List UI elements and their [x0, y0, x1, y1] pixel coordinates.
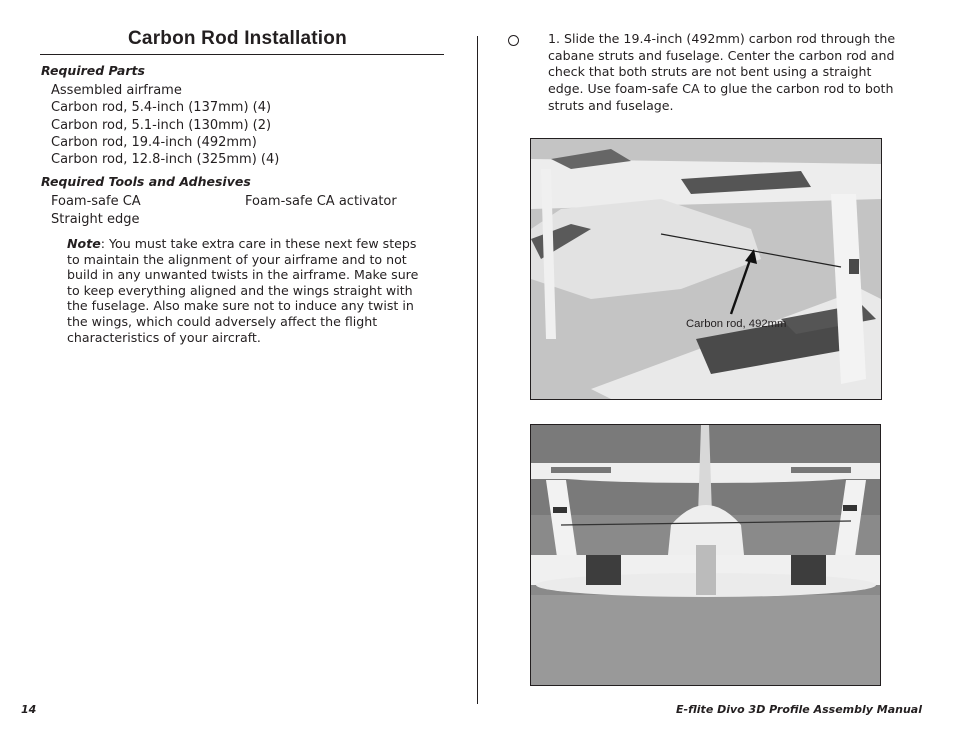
- list-item: Carbon rod, 5.4-inch (137mm) (4): [51, 100, 272, 116]
- tool-item: Straight edge: [51, 212, 140, 227]
- step-1-text: 1. Slide the 19.4-inch (492mm) carbon rod through the cabane struts and fuselage. Center the carbon rod and check that both struts are not bent using a straight edge. Use foam-safe CA to glue the carbon rod to both struts and fuselage.: [548, 31, 896, 113]
- list-item: Carbon rod, 19.4-inch (492mm): [51, 134, 257, 150]
- checkbox-circle-icon: [508, 35, 519, 46]
- required-tools-heading: Required Tools and Adhesives: [41, 174, 251, 189]
- column-divider: [477, 36, 478, 704]
- carbon-rod-callout: Carbon rod, 492mm: [686, 318, 787, 330]
- note-text: : You must take extra care in these next few steps to maintain the alignment of your airframe and to not build in any unwanted twists in the airframe. Make sure to keep everything aligned and the wings straight with the fuselage. Also make sure not to induce any twist in the wings, which could adversely affect the flight characteristics of your aircraft.: [67, 236, 419, 345]
- required-parts-heading: Required Parts: [41, 63, 145, 78]
- required-parts-list: [51, 82, 279, 168]
- tool-item: Foam-safe CA activator: [245, 194, 397, 209]
- footer-title: E-flite Divo 3D Profile Assembly Manual: [676, 703, 922, 716]
- title-rule: [40, 54, 444, 55]
- page-title: Carbon Rod Installation: [128, 28, 347, 49]
- list-item: Assembled airframe: [51, 83, 182, 98]
- tool-item: Foam-safe CA: [51, 194, 141, 209]
- list-item: Carbon rod, 12.8-inch (325mm) (4): [51, 152, 280, 168]
- note-paragraph: [67, 236, 429, 345]
- photo-biplane-front-view: [530, 424, 881, 686]
- note-label: Note: [67, 236, 101, 251]
- photo-carbon-rod-closeup: [530, 138, 882, 400]
- page-number: 14: [21, 703, 37, 716]
- list-item: Carbon rod, 5.1-inch (130mm) (2): [51, 117, 272, 133]
